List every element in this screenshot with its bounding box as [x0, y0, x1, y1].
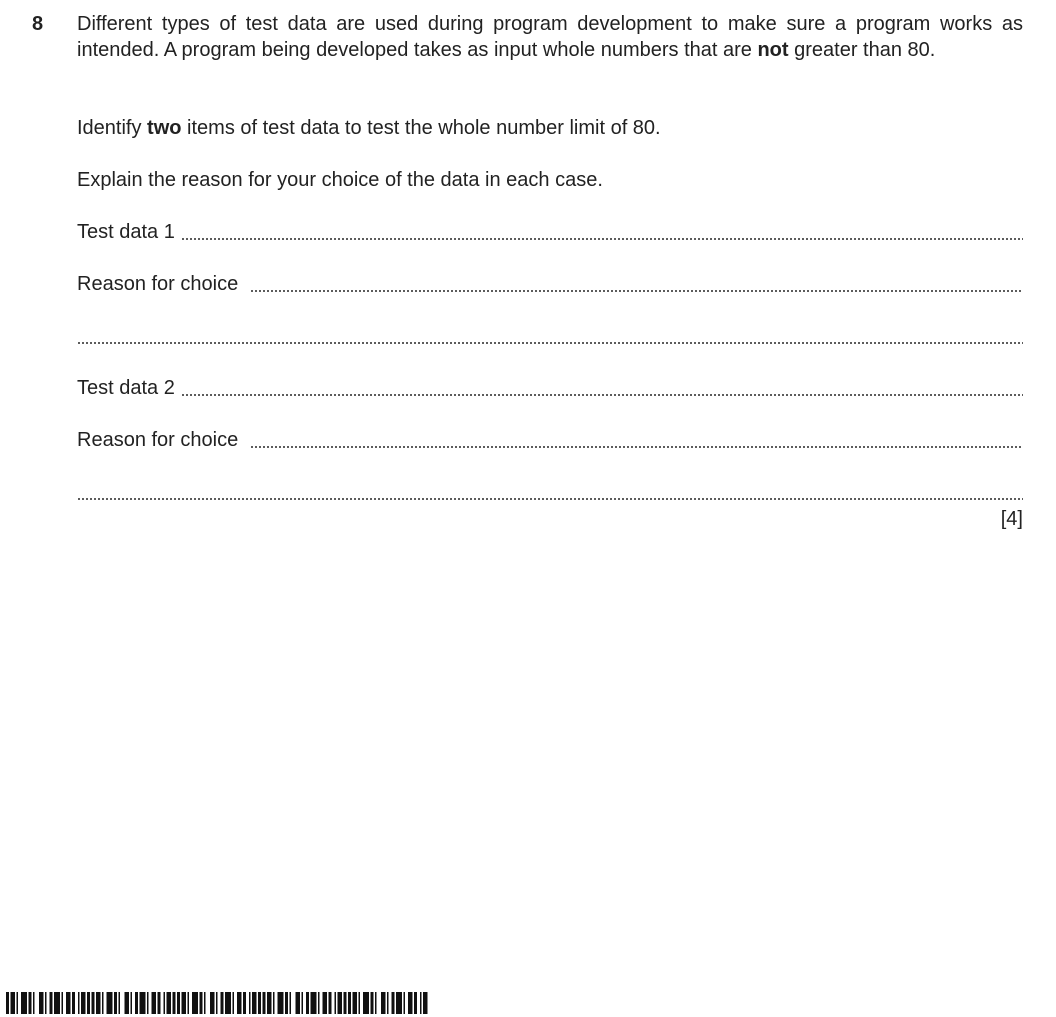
test-data-1-row — [77, 219, 1023, 245]
test-data-1-answer-line[interactable] — [181, 219, 1023, 245]
reason-2-continuation-row — [77, 479, 1023, 505]
reason-1-continuation-line[interactable] — [77, 323, 1023, 349]
stem-text-part2: greater than 80. — [788, 39, 936, 61]
identify-text-post: items of test data to test the whole number limit of 80. — [181, 117, 661, 139]
barcode — [6, 992, 428, 1014]
test-data-2-label: Test data 2 — [77, 377, 175, 399]
explain-instruction: Explain the reason for your choice of the data in each case. — [77, 169, 603, 191]
reason-1-answer-line[interactable] — [250, 271, 1023, 297]
reason-2-row — [77, 427, 1023, 453]
identify-instruction — [77, 115, 661, 141]
test-data-1-label: Test data 1 — [77, 221, 175, 243]
reason-1-row — [77, 271, 1023, 297]
test-data-2-row — [77, 375, 1023, 401]
test-data-2-answer-line[interactable] — [181, 375, 1023, 401]
stem-emphasis-not: not — [757, 39, 789, 61]
stem-text-part1: Different types of test data are used during program development to make sure a program works as intended. A program being developed takes as input whole numbers that are — [77, 13, 1023, 61]
identify-emphasis-two: two — [147, 117, 182, 139]
question-number: 8 — [32, 13, 44, 35]
reason-1-continuation-row — [77, 323, 1023, 349]
identify-text-pre: Identify — [77, 117, 148, 139]
reason-2-continuation-line[interactable] — [77, 479, 1023, 505]
marks-allocation: [4] — [1000, 508, 1023, 530]
question-stem — [77, 11, 1023, 63]
reason-2-answer-line[interactable] — [250, 427, 1023, 453]
reason-2-label: Reason for choice — [77, 429, 239, 451]
reason-1-label: Reason for choice — [77, 273, 239, 295]
